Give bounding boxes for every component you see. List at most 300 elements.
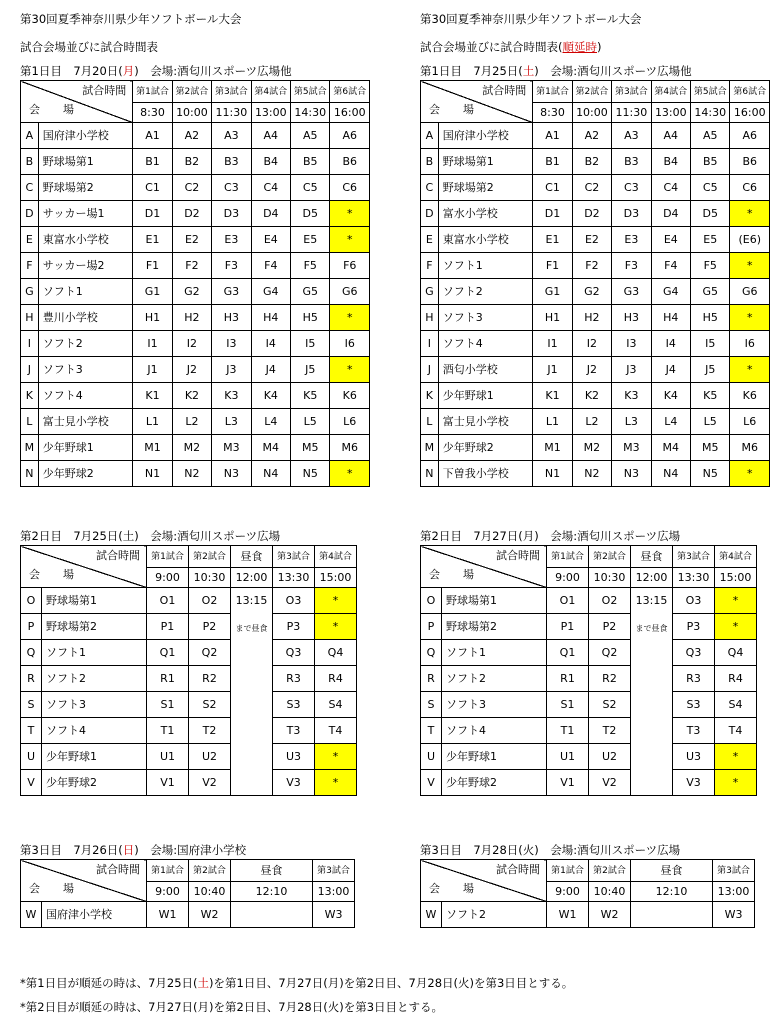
slot-header: 第1試合 xyxy=(533,81,572,103)
venue-id: U xyxy=(421,744,442,770)
right-day1-table xyxy=(420,80,770,487)
venue-id: E xyxy=(21,227,39,253)
match-cell: E1 xyxy=(133,227,172,253)
table-row xyxy=(421,279,770,305)
match-cell: * xyxy=(730,357,770,383)
left-subtitle-text: 試合会場並びに試合時間表 xyxy=(20,40,158,54)
match-cell: E3 xyxy=(612,227,651,253)
header-diagonal-cell xyxy=(421,81,533,123)
venue-name: 野球場第1 xyxy=(438,149,533,175)
lunch-until-time: 13:15 xyxy=(235,594,268,607)
match-cell: L1 xyxy=(133,409,172,435)
venue-name: 野球場第1 xyxy=(442,588,547,614)
match-cell: G5 xyxy=(291,279,330,305)
match-cell: U3 xyxy=(273,744,315,770)
venue-name: 東富水小学校 xyxy=(438,227,533,253)
slot-header: 第3試合 xyxy=(713,860,755,882)
match-cell: F3 xyxy=(612,253,651,279)
match-cell: M3 xyxy=(612,435,651,461)
venue-name: ソフト1 xyxy=(42,640,147,666)
venue-id: U xyxy=(21,744,42,770)
match-cell: N5 xyxy=(691,461,730,487)
match-cell: * xyxy=(315,744,357,770)
slot-header: 第6試合 xyxy=(730,81,770,103)
slot-header: 第5試合 xyxy=(691,81,730,103)
venue-id: R xyxy=(21,666,42,692)
venue-name: 東富水小学校 xyxy=(38,227,133,253)
match-cell: B5 xyxy=(291,149,330,175)
venue-id: A xyxy=(21,123,39,149)
venue-name: サッカー場1 xyxy=(38,201,133,227)
venue-id: J xyxy=(21,357,39,383)
header-time-label: 試合時間 xyxy=(96,549,140,562)
header-diagonal-cell xyxy=(421,546,547,588)
match-cell: E2 xyxy=(172,227,211,253)
venue-id: J xyxy=(421,357,439,383)
match-cell: B1 xyxy=(533,149,572,175)
match-cell: F2 xyxy=(172,253,211,279)
match-cell: I1 xyxy=(133,331,172,357)
match-cell: (E6) xyxy=(730,227,770,253)
match-cell: T1 xyxy=(147,718,189,744)
match-cell: E5 xyxy=(691,227,730,253)
match-cell: H1 xyxy=(533,305,572,331)
match-cell xyxy=(631,902,713,928)
right-title: 第30回夏季神奈川県少年ソフトボール大会 xyxy=(420,12,642,26)
table-row xyxy=(421,461,770,487)
venue-name: ソフト2 xyxy=(438,279,533,305)
match-cell: G3 xyxy=(612,279,651,305)
match-cell: I3 xyxy=(612,331,651,357)
match-cell: L1 xyxy=(533,409,572,435)
match-cell: N4 xyxy=(251,461,290,487)
match-cell: O1 xyxy=(147,588,189,614)
match-cell: D1 xyxy=(533,201,572,227)
slot-time: 11:30 xyxy=(612,103,651,123)
match-cell: U1 xyxy=(547,744,589,770)
slot-header: 第1試合 xyxy=(547,546,589,568)
match-cell: L4 xyxy=(651,409,690,435)
match-cell: L6 xyxy=(730,409,770,435)
table-row xyxy=(421,123,770,149)
table-row xyxy=(21,640,357,666)
venue-name: 国府津小学校 xyxy=(438,123,533,149)
venue-id: E xyxy=(421,227,439,253)
slot-time: 8:30 xyxy=(533,103,572,123)
header-venue-label: 会 場 xyxy=(429,882,480,895)
match-cell: Q1 xyxy=(147,640,189,666)
match-cell: M5 xyxy=(691,435,730,461)
match-cell: U2 xyxy=(589,744,631,770)
match-cell: T3 xyxy=(673,718,715,744)
venue-name: 少年野球2 xyxy=(442,770,547,796)
match-cell: E3 xyxy=(212,227,251,253)
table-row xyxy=(21,305,370,331)
right-day2-label: 第2日目 7月27日(月) 会場:酒匂川スポーツ広場 xyxy=(420,529,681,543)
header-time-label: 試合時間 xyxy=(496,549,540,562)
header-diagonal-cell xyxy=(21,860,147,902)
match-cell: I5 xyxy=(291,331,330,357)
match-cell: M6 xyxy=(730,435,770,461)
venue-name: ソフト2 xyxy=(42,666,147,692)
venue-id: K xyxy=(21,383,39,409)
match-cell: N2 xyxy=(172,461,211,487)
match-cell: P1 xyxy=(547,614,589,640)
match-cell: B5 xyxy=(691,149,730,175)
match-cell: H2 xyxy=(572,305,611,331)
left-day2-label: 第2日目 7月25日(土) 会場:酒匂川スポーツ広場 xyxy=(20,529,281,543)
venue-id: O xyxy=(421,588,442,614)
match-cell: C3 xyxy=(612,175,651,201)
match-cell: I3 xyxy=(212,331,251,357)
venue-id: R xyxy=(421,666,442,692)
venue-name: 下曽我小学校 xyxy=(438,461,533,487)
venue-name: 少年野球1 xyxy=(442,744,547,770)
match-cell: A3 xyxy=(612,123,651,149)
match-cell: A4 xyxy=(651,123,690,149)
table-row xyxy=(21,227,370,253)
table-row xyxy=(421,357,770,383)
match-cell: G1 xyxy=(533,279,572,305)
venue-name: 野球場第2 xyxy=(442,614,547,640)
match-cell: I1 xyxy=(533,331,572,357)
match-cell: G2 xyxy=(172,279,211,305)
match-cell: F4 xyxy=(251,253,290,279)
venue-name: 野球場第2 xyxy=(438,175,533,201)
match-cell: * xyxy=(330,227,370,253)
match-cell: * xyxy=(730,253,770,279)
match-cell: O3 xyxy=(273,588,315,614)
slot-header: 第1試合 xyxy=(547,860,589,882)
lunch-note: まで昼食 xyxy=(235,624,268,633)
slot-header: 昼食 xyxy=(231,546,273,568)
match-cell: I4 xyxy=(651,331,690,357)
slot-time: 9:00 xyxy=(147,568,189,588)
slot-time: 12:10 xyxy=(631,882,713,902)
venue-id: V xyxy=(421,770,442,796)
match-cell: K6 xyxy=(330,383,370,409)
venue-id: G xyxy=(21,279,39,305)
match-cell: E4 xyxy=(251,227,290,253)
table-row xyxy=(21,692,357,718)
slot-time: 15:00 xyxy=(715,568,757,588)
match-cell: F5 xyxy=(691,253,730,279)
match-cell: M3 xyxy=(212,435,251,461)
match-cell: A1 xyxy=(133,123,172,149)
match-cell: D5 xyxy=(291,201,330,227)
lunch-until-time: 13:15 xyxy=(635,594,668,607)
match-cell: H4 xyxy=(251,305,290,331)
match-cell: I5 xyxy=(691,331,730,357)
venue-id: P xyxy=(421,614,442,640)
match-cell: B2 xyxy=(172,149,211,175)
table-row xyxy=(21,666,357,692)
match-cell: M2 xyxy=(572,435,611,461)
match-cell: Q3 xyxy=(673,640,715,666)
match-cell: R2 xyxy=(189,666,231,692)
match-cell: G6 xyxy=(330,279,370,305)
match-cell: S4 xyxy=(315,692,357,718)
match-cell: F5 xyxy=(291,253,330,279)
match-cell: F6 xyxy=(330,253,370,279)
match-cell: P3 xyxy=(273,614,315,640)
match-cell: A2 xyxy=(572,123,611,149)
match-cell: J1 xyxy=(133,357,172,383)
match-cell: C1 xyxy=(533,175,572,201)
slot-time: 13:00 xyxy=(713,882,755,902)
match-cell: H3 xyxy=(612,305,651,331)
venue-name: ソフト3 xyxy=(442,692,547,718)
slot-time: 13:30 xyxy=(673,568,715,588)
match-cell: C2 xyxy=(572,175,611,201)
match-cell: K4 xyxy=(651,383,690,409)
left-day3-table xyxy=(20,859,355,928)
slot-header: 昼食 xyxy=(631,860,713,882)
match-cell: G6 xyxy=(730,279,770,305)
match-cell: L5 xyxy=(291,409,330,435)
match-cell: M5 xyxy=(291,435,330,461)
table-row xyxy=(21,357,370,383)
match-cell: C4 xyxy=(651,175,690,201)
match-cell: E5 xyxy=(291,227,330,253)
header-venue-label: 会 場 xyxy=(29,103,80,116)
match-cell: N2 xyxy=(572,461,611,487)
match-cell: T3 xyxy=(273,718,315,744)
slot-header: 第1試合 xyxy=(147,860,189,882)
match-cell: C5 xyxy=(291,175,330,201)
match-cell: V3 xyxy=(273,770,315,796)
venue-name: ソフト1 xyxy=(438,253,533,279)
slot-time: 10:30 xyxy=(589,568,631,588)
match-cell: H2 xyxy=(172,305,211,331)
match-cell xyxy=(231,902,313,928)
venue-id: L xyxy=(21,409,39,435)
match-cell: V1 xyxy=(547,770,589,796)
match-cell: E4 xyxy=(651,227,690,253)
venue-name: ソフト3 xyxy=(38,357,133,383)
header-time-label: 試合時間 xyxy=(96,863,140,876)
table-row xyxy=(21,149,370,175)
venue-id: M xyxy=(21,435,39,461)
slot-time: 10:30 xyxy=(189,568,231,588)
match-cell: H4 xyxy=(651,305,690,331)
match-cell: R2 xyxy=(589,666,631,692)
right-subtitle: 試合会場並びに試合時間表(順延時) xyxy=(420,40,602,54)
match-cell: W2 xyxy=(189,902,231,928)
venue-id: Q xyxy=(21,640,42,666)
slot-header: 第2試合 xyxy=(172,81,211,103)
table-row xyxy=(21,770,357,796)
match-cell: R3 xyxy=(273,666,315,692)
venue-id: N xyxy=(21,461,39,487)
match-cell: Q2 xyxy=(189,640,231,666)
venue-id: D xyxy=(421,201,439,227)
header-time-label: 試合時間 xyxy=(482,84,527,97)
match-cell: D2 xyxy=(572,201,611,227)
match-cell: O2 xyxy=(189,588,231,614)
match-cell: P2 xyxy=(189,614,231,640)
venue-name: 国府津小学校 xyxy=(42,902,147,928)
match-cell: N1 xyxy=(133,461,172,487)
match-cell: * xyxy=(330,461,370,487)
venue-id: F xyxy=(421,253,439,279)
match-cell: S3 xyxy=(273,692,315,718)
venue-name: ソフト3 xyxy=(42,692,147,718)
match-cell: B6 xyxy=(730,149,770,175)
match-cell: L3 xyxy=(212,409,251,435)
slot-time: 14:30 xyxy=(291,103,330,123)
match-cell: W1 xyxy=(147,902,189,928)
venue-name: 少年野球1 xyxy=(42,744,147,770)
venue-id: F xyxy=(21,253,39,279)
table-row xyxy=(421,588,757,614)
left-day1-label: 第1日目 7月20日(月) 会場:酒匂川スポーツ広場他 xyxy=(20,64,292,78)
venue-name: 富士見小学校 xyxy=(38,409,133,435)
table-row xyxy=(21,744,357,770)
header-venue-label: 会 場 xyxy=(429,568,480,581)
match-cell: D4 xyxy=(651,201,690,227)
match-cell: H5 xyxy=(291,305,330,331)
match-cell: W2 xyxy=(589,902,631,928)
match-cell: J4 xyxy=(651,357,690,383)
venue-name: 富水小学校 xyxy=(438,201,533,227)
match-cell: H5 xyxy=(691,305,730,331)
match-cell: L2 xyxy=(172,409,211,435)
table-row xyxy=(421,640,757,666)
match-cell: A2 xyxy=(172,123,211,149)
match-cell: W3 xyxy=(713,902,755,928)
match-cell: H3 xyxy=(212,305,251,331)
match-cell: D1 xyxy=(133,201,172,227)
left-day2-table xyxy=(20,545,357,796)
match-cell: I4 xyxy=(251,331,290,357)
match-cell: F4 xyxy=(651,253,690,279)
match-cell: J5 xyxy=(691,357,730,383)
venue-id: T xyxy=(421,718,442,744)
venue-id: S xyxy=(421,692,442,718)
slot-header: 第4試合 xyxy=(315,546,357,568)
slot-time: 12:10 xyxy=(231,882,313,902)
match-cell: S3 xyxy=(673,692,715,718)
match-cell: * xyxy=(715,744,757,770)
left-title: 第30回夏季神奈川県少年ソフトボール大会 xyxy=(20,12,242,26)
venue-id: I xyxy=(421,331,439,357)
match-cell: R4 xyxy=(715,666,757,692)
match-cell: W3 xyxy=(313,902,355,928)
match-cell: T2 xyxy=(589,718,631,744)
venue-id: B xyxy=(21,149,39,175)
venue-id: C xyxy=(421,175,439,201)
match-cell: * xyxy=(715,770,757,796)
match-cell: R3 xyxy=(673,666,715,692)
table-row xyxy=(21,588,357,614)
match-cell: B3 xyxy=(612,149,651,175)
venue-id: M xyxy=(421,435,439,461)
match-cell: N5 xyxy=(291,461,330,487)
match-cell: D3 xyxy=(212,201,251,227)
venue-id: Q xyxy=(421,640,442,666)
match-cell: A1 xyxy=(533,123,572,149)
slot-header: 第2試合 xyxy=(589,860,631,882)
match-cell: * xyxy=(315,588,357,614)
match-cell: J1 xyxy=(533,357,572,383)
venue-name: ソフト4 xyxy=(38,383,133,409)
slot-time: 13:00 xyxy=(651,103,690,123)
match-cell: M1 xyxy=(133,435,172,461)
slot-header: 第3試合 xyxy=(273,546,315,568)
table-row xyxy=(421,149,770,175)
right-day3-table xyxy=(420,859,755,928)
match-cell: U1 xyxy=(147,744,189,770)
table-row xyxy=(421,744,757,770)
slot-header: 第5試合 xyxy=(291,81,330,103)
venue-name: ソフト4 xyxy=(442,718,547,744)
match-cell: G2 xyxy=(572,279,611,305)
match-cell: K6 xyxy=(730,383,770,409)
match-cell: * xyxy=(330,305,370,331)
venue-name: ソフト4 xyxy=(438,331,533,357)
table-row xyxy=(421,227,770,253)
venue-name: 酒匂小学校 xyxy=(438,357,533,383)
match-cell: U2 xyxy=(189,744,231,770)
table-row xyxy=(421,692,757,718)
match-cell: F3 xyxy=(212,253,251,279)
match-cell: B2 xyxy=(572,149,611,175)
venue-name: 国府津小学校 xyxy=(38,123,133,149)
venue-id: T xyxy=(21,718,42,744)
match-cell: P2 xyxy=(589,614,631,640)
match-cell: J4 xyxy=(251,357,290,383)
lunch-note: まで昼食 xyxy=(635,624,668,633)
venue-id: S xyxy=(21,692,42,718)
match-cell: U3 xyxy=(673,744,715,770)
venue-id: L xyxy=(421,409,439,435)
match-cell: K2 xyxy=(172,383,211,409)
match-cell: J3 xyxy=(612,357,651,383)
match-cell: A4 xyxy=(251,123,290,149)
venue-name: 豊川小学校 xyxy=(38,305,133,331)
match-cell: N3 xyxy=(612,461,651,487)
match-cell: D5 xyxy=(691,201,730,227)
header-time-label: 試合時間 xyxy=(82,84,127,97)
table-row xyxy=(421,435,770,461)
match-cell: I6 xyxy=(730,331,770,357)
venue-name: 少年野球1 xyxy=(38,435,133,461)
table-row xyxy=(421,770,757,796)
match-cell: J2 xyxy=(172,357,211,383)
table-row xyxy=(421,331,770,357)
slot-header: 第3試合 xyxy=(612,81,651,103)
match-cell: K3 xyxy=(212,383,251,409)
match-cell: * xyxy=(315,770,357,796)
slot-header: 第4試合 xyxy=(251,81,290,103)
match-cell: V2 xyxy=(189,770,231,796)
match-cell: D2 xyxy=(172,201,211,227)
slot-time: 8:30 xyxy=(133,103,172,123)
slot-header: 第6試合 xyxy=(330,81,370,103)
match-cell: C4 xyxy=(251,175,290,201)
table-row xyxy=(421,614,757,640)
match-cell: * xyxy=(330,357,370,383)
match-cell: K5 xyxy=(291,383,330,409)
match-cell: Q1 xyxy=(547,640,589,666)
venue-name: 野球場第1 xyxy=(42,588,147,614)
match-cell: C6 xyxy=(330,175,370,201)
table-row xyxy=(421,201,770,227)
match-cell: T4 xyxy=(315,718,357,744)
slot-time: 13:00 xyxy=(251,103,290,123)
table-row xyxy=(21,902,355,928)
